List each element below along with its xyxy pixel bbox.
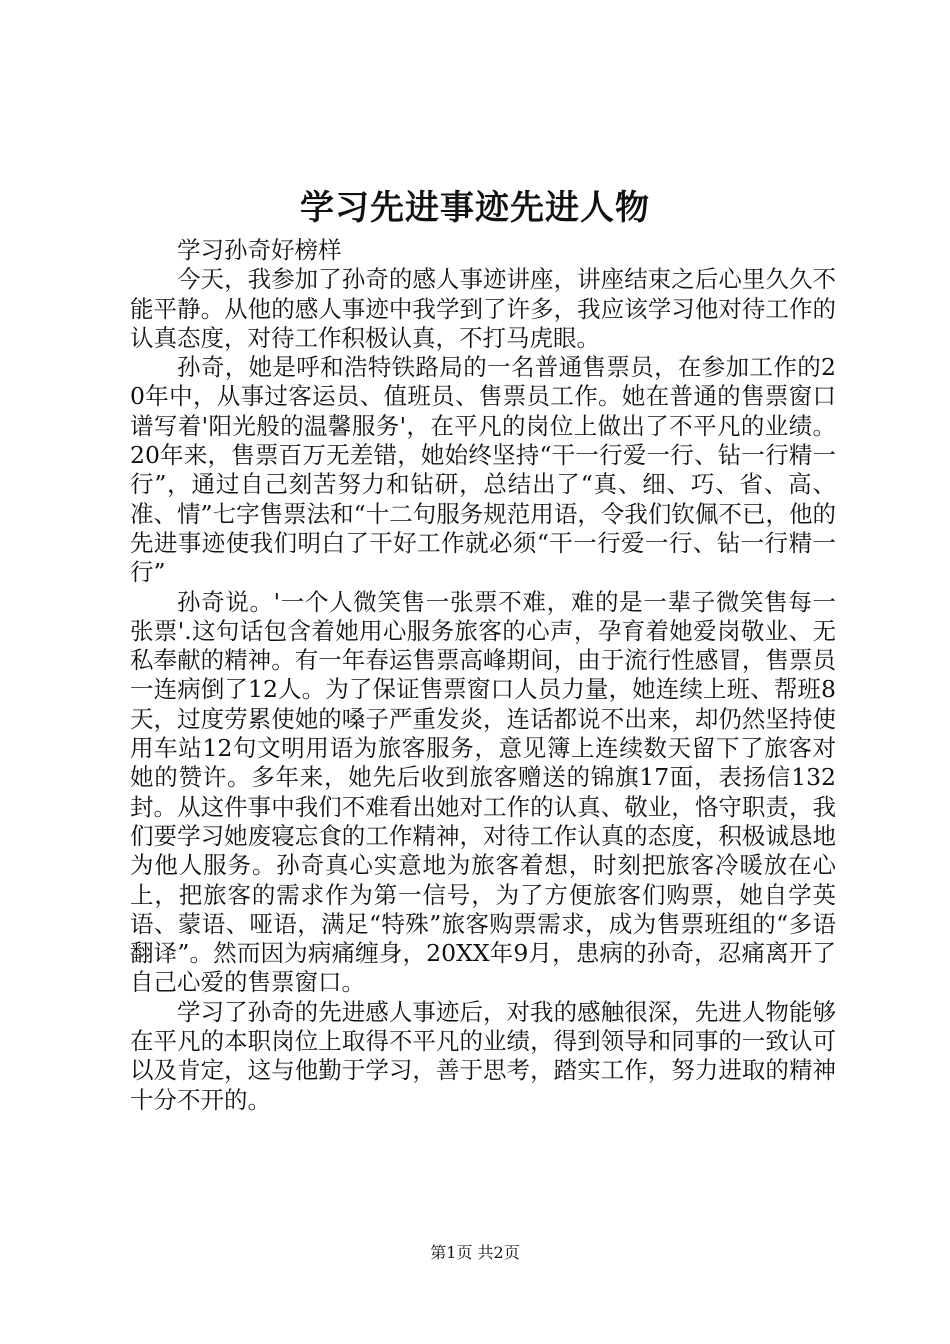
document-body bbox=[130, 236, 836, 1115]
body-paragraph-3: 孙奇说。'一个人微笑售一张票不难，难的是一辈子微笑售每一张票'.这句话包含着她用心服务旅客的心声，孕育着她爱岗敬业、无私奉献的精神。有一年春运售票高峰期间，由于流行性感冒，售票员一连病倒了12人。为了保证售票窗口人员力量，她连续上班、帮班8天，过度劳累使她的嗓子严重发炎，连话都说不出来，却仍然坚持使用车站12句文明用语为旅客服务，意见簿上连续数天留下了旅客对她的赞许。多年来，她先后收到旅客赠送的锦旗17面，表扬信132封。从这件事中我们不难看出她对工作的认真、敬业，恪守职责，我们要学习她废寝忘食的工作精神，对待工作认真的态度，积极诚恳地为他人服务。孙奇真心实意地为旅客着想，时刻把旅客冷暖放在心上，把旅客的需求作为第一信号，为了方便旅客们购票，她自学英语、蒙语、哑语，满足“特殊”旅客购票需求，成为售票班组的“多语翻译”。然而因为病痛缠身，20XX年9月，患病的孙奇，忍痛离开了自己心爱的售票窗口。 bbox=[130, 587, 836, 997]
page-number-footer: 第1页 共2页 bbox=[430, 1243, 520, 1262]
body-paragraph-4: 学习了孙奇的先进感人事迹后，对我的感触很深，先进人物能够在平凡的本职岗位上取得不平凡的业绩，得到领导和同事的一致认可以及肯定，这与他勤于学习，善于思考，踏实工作，努力进取的精神十分不开的。 bbox=[130, 997, 836, 1114]
body-paragraph-2: 孙奇，她是呼和浩特铁路局的一名普通售票员，在参加工作的20年中，从事过客运员、值班员、售票员工作。她在普通的售票窗口谱写着'阳光般的温馨服务'，在平凡的岗位上做出了不平凡的业绩。20年来，售票百万无差错，她始终坚持“干一行爱一行、钻一行精一行”，通过自己刻苦努力和钻研，总结出了“真、细、巧、省、高、准、情”七字售票法和“十二句服务规范用语，令我们钦佩不已，他的先进事迹使我们明白了干好工作就必须“干一行爱一行、钻一行精一行” bbox=[130, 353, 836, 587]
subtitle-paragraph: 学习孙奇好榜样 bbox=[177, 236, 342, 264]
body-paragraph-1: 今天，我参加了孙奇的感人事迹讲座，讲座结束之后心里久久不能平静。从他的感人事迹中我学到了许多，我应该学习他对待工作的认真态度，对待工作积极认真，不打马虎眼。 bbox=[130, 265, 836, 352]
document-title: 学习先进事迹先进人物 bbox=[300, 188, 650, 228]
